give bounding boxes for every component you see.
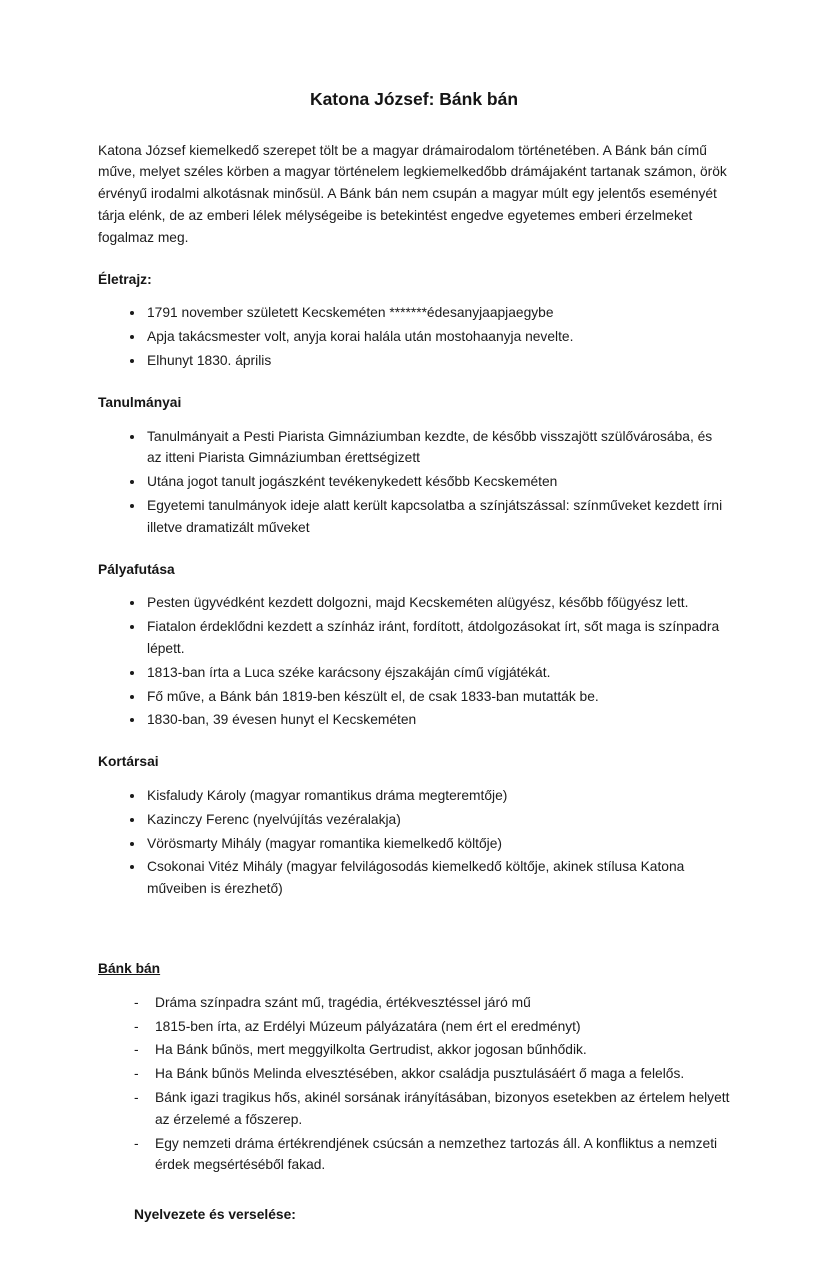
intro-paragraph: Katona József kiemelkedő szerepet tölt be a magyar drámairodalom történetében. A Bánk bán című műve, melyet széles körben a magyar történelem legkiemelkedőbb drámájaként tartanak számon, örök érvényű irodalmi alkotásnak minősül. A Bánk bán nem csupán a magyar múlt egy jelentős eseményét tárja elénk, de az emberi lélek mélységeibe is betekintést engedve egyetemes emberi érzelmeket fogalmaz meg. <box>98 142 727 245</box>
bullet-list-eletrajz <box>98 302 730 371</box>
section-nyelvezete <box>98 1204 730 1226</box>
list-item: • 1791 november született Kecskeméten *******édesanyjaapjaegybe <box>145 302 730 324</box>
list-item: • Csokonai Vitéz Mihály (magyar felvilágosodás kiemelkedő költője, akinek stílusa Katona műveiben is érezhető) <box>145 856 730 900</box>
list-item: - Dráma színpadra szánt mű, tragédia, értékvesztéssel járó mű <box>155 992 730 1014</box>
document-title: Katona József: Bánk bán <box>309 89 519 109</box>
list-item: - Egy nemzeti dráma értékrendjének csúcsán a nemzethez tartozás áll. A konfliktus a nemzeti érdek megsértéséből fakad. <box>155 1133 730 1177</box>
bullet-list-tanulmanyai <box>98 426 730 539</box>
section-heading-palyafutasa: Pályafutása <box>98 561 175 577</box>
list-item: • Fiatalon érdeklődni kezdett a színház iránt, fordított, átdolgozásokat írt, sőt maga is színpadra lépett. <box>145 616 730 660</box>
list-item: - 1815-ben írta, az Erdélyi Múzeum pályázatára (nem ért el eredményt) <box>155 1016 730 1038</box>
section-heading-kortarsai: Kortársai <box>98 754 159 770</box>
list-item: • Pesten ügyvédként kezdett dolgozni, majd Kecskeméten alügyész, később főügyész lett. <box>145 592 730 614</box>
bullet-list-palyafutasa <box>98 592 730 731</box>
list-item: - Ha Bánk bűnös, mert meggyilkolta Gertrudist, akkor jogosan bűnhődik. <box>155 1039 730 1061</box>
section-kortarsai <box>98 751 730 900</box>
list-item: • Fő műve, a Bánk bán 1819-ben készült el, de csak 1833-ban mutatták be. <box>145 686 730 708</box>
list-item: • Kisfaludy Károly (magyar romantikus dráma megteremtője) <box>145 785 730 807</box>
section-heading-tanulmanyai: Tanulmányai <box>98 394 182 410</box>
list-item: • Kazinczy Ferenc (nyelvújítás vezéralakja) <box>145 809 730 831</box>
list-item: • Tanulmányait a Pesti Piarista Gimnáziumban kezdte, de később visszajött szülővárosába, és az itteni Piarista Gimnáziumban érettségizett <box>145 426 730 470</box>
section-eletrajz <box>98 269 730 372</box>
list-item: • Egyetemi tanulmányok ideje alatt került kapcsolatba a színjátszással: színműveket kezdett írni illetve dramatizált műveket <box>145 495 730 539</box>
list-item: - Bánk igazi tragikus hős, akinél sorsának irányításában, bizonyos esetekben az értelem helyett az érzelemé a főszerep. <box>155 1087 730 1131</box>
list-item: • Elhunyt 1830. április <box>145 350 730 372</box>
section-heading-bank-ban: Bánk bán <box>98 960 161 976</box>
bullet-list-kortarsai <box>98 785 730 900</box>
list-item: • 1830-ban, 39 évesen hunyt el Kecskeméten <box>145 709 730 731</box>
list-item: • Vörösmarty Mihály (magyar romantika kiemelkedő költője) <box>145 833 730 855</box>
section-bank-ban <box>98 958 730 1176</box>
dash-list-bank-ban <box>98 992 730 1176</box>
section-heading-nyelvezete: Nyelvezete és verselése: <box>134 1207 296 1223</box>
section-tanulmanyai <box>98 392 730 539</box>
section-palyafutasa <box>98 559 730 732</box>
section-heading-eletrajz: Életrajz: <box>98 271 152 287</box>
list-item: • Utána jogot tanult jogászként tevékenykedett később Kecskeméten <box>145 471 730 493</box>
list-item: • Apja takácsmester volt, anyja korai halála után mostohaanyja nevelte. <box>145 326 730 348</box>
list-item: • 1813-ban írta a Luca széke karácsony éjszakáján című vígjátékát. <box>145 662 730 684</box>
list-item: - Ha Bánk bűnös Melinda elvesztésében, akkor családja pusztulásáért ő maga a felelős. <box>155 1063 730 1085</box>
